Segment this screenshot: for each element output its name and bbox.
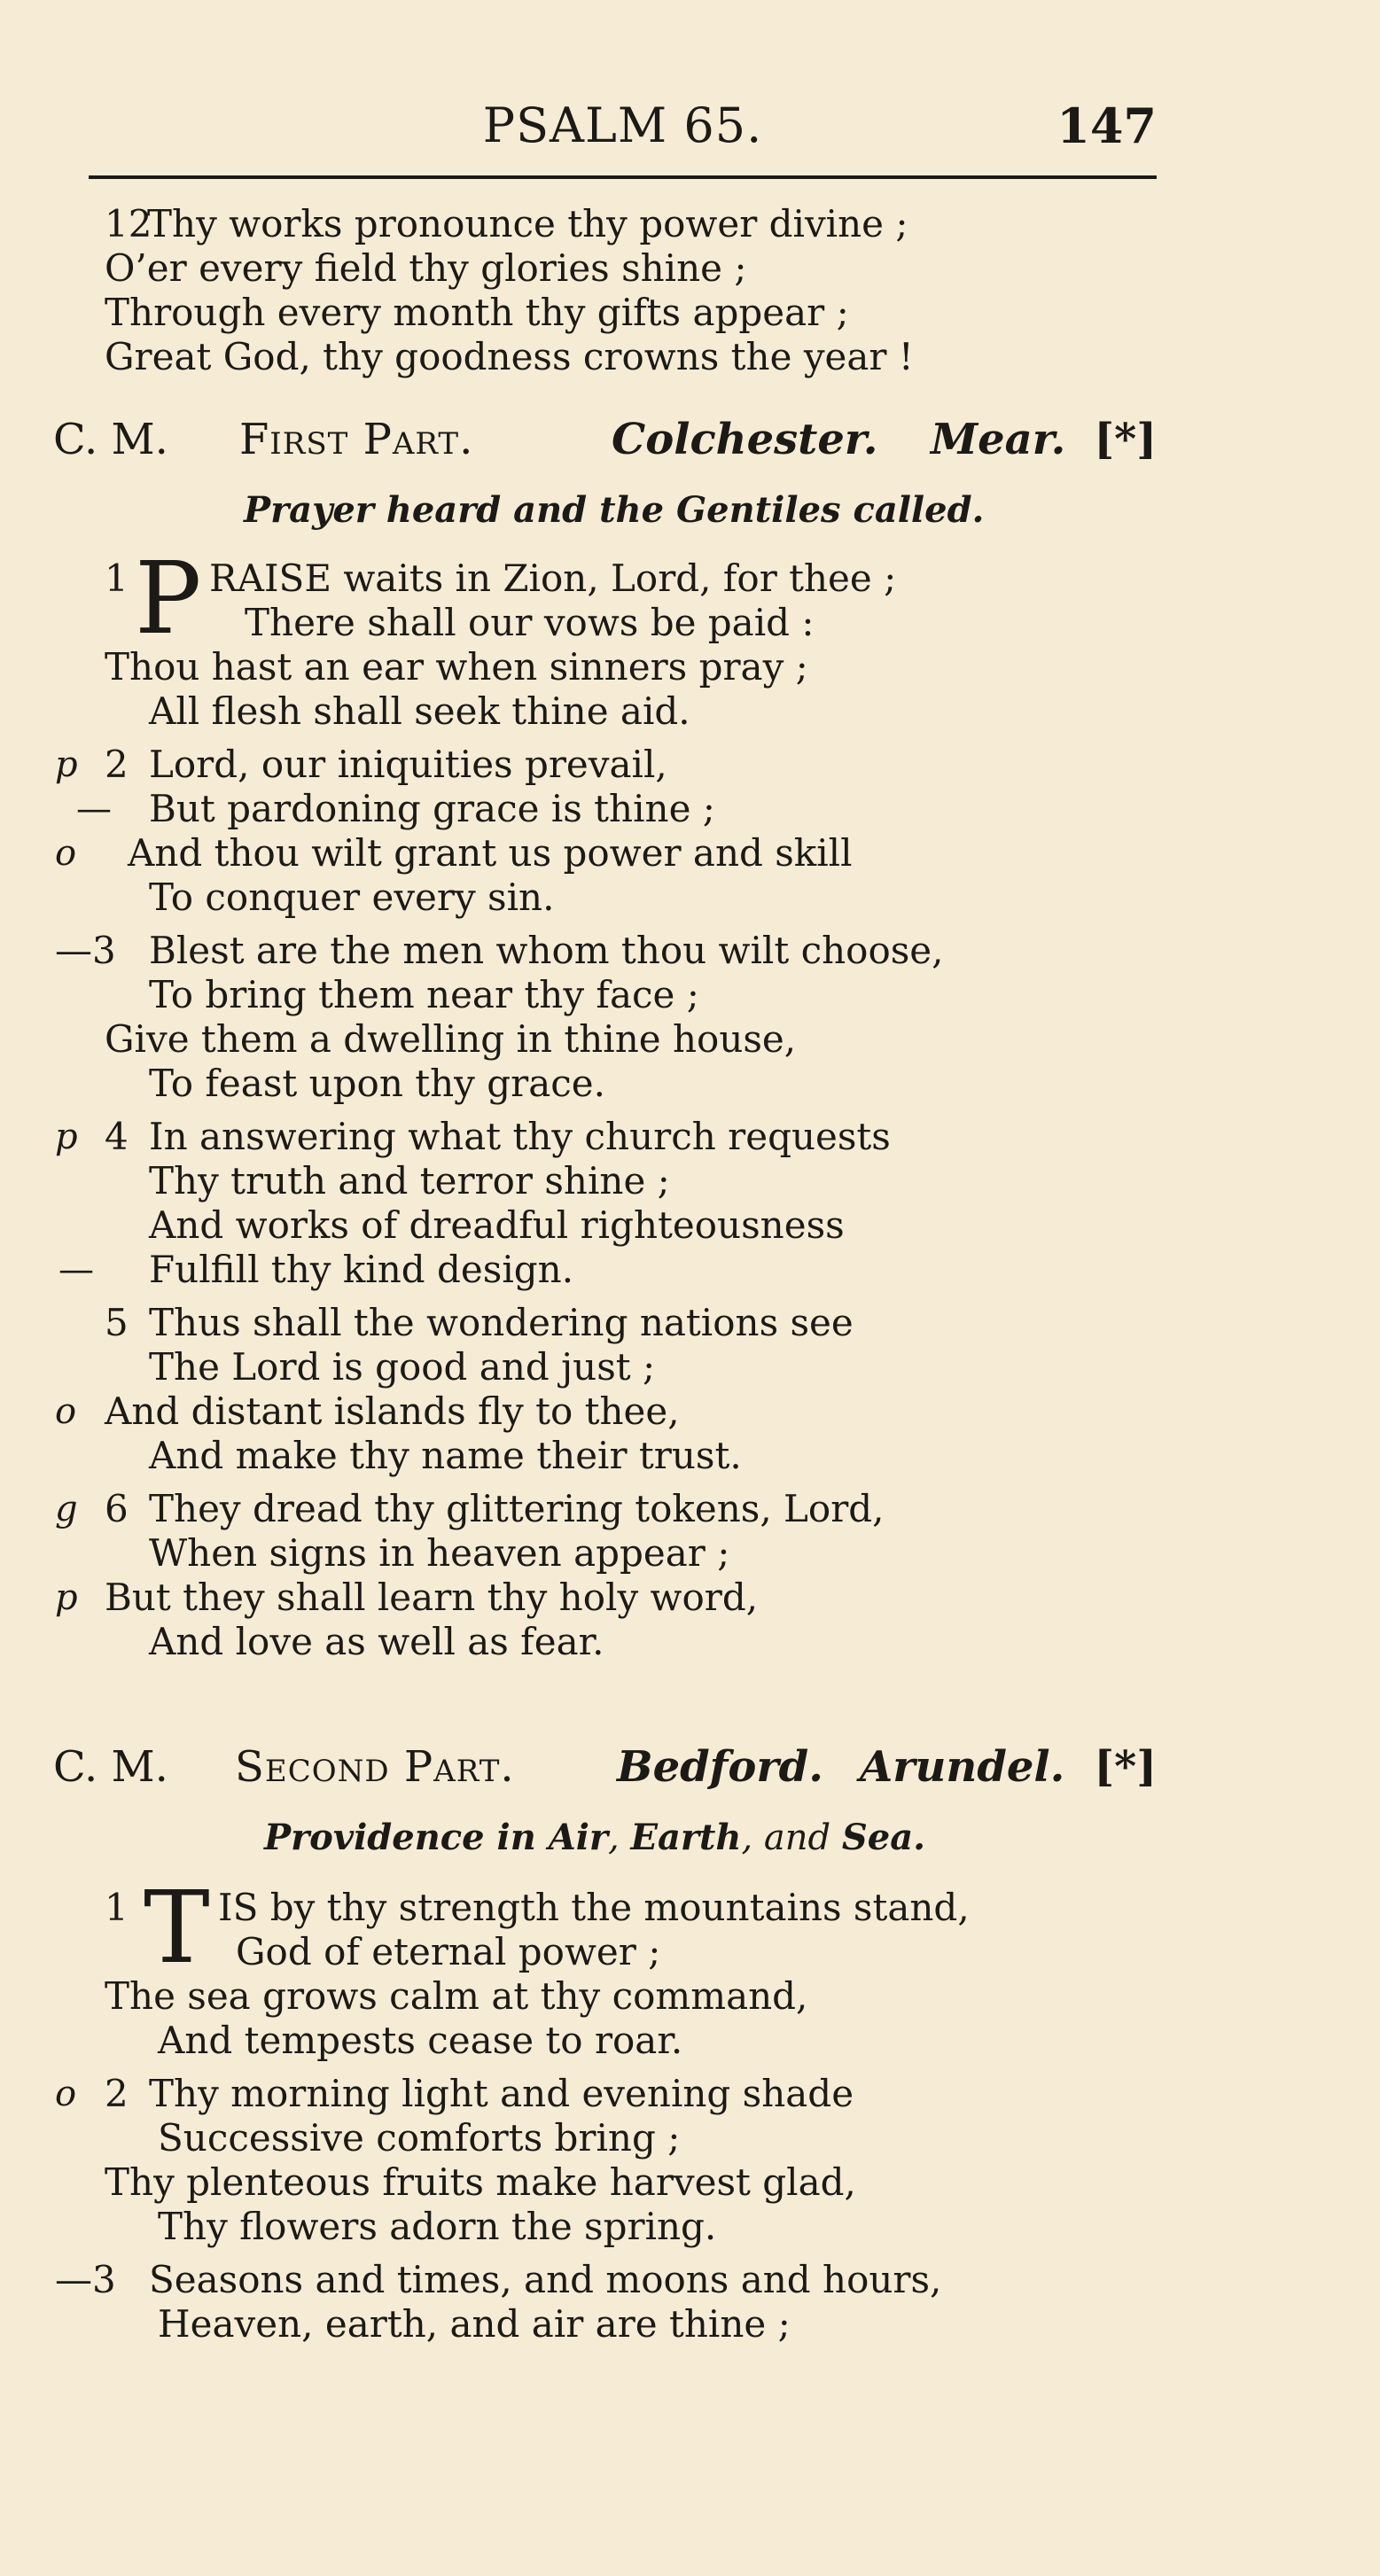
verse-line: Thy morning light and evening shade — [149, 2072, 854, 2115]
verse-line: And make thy name their trust. — [149, 1434, 742, 1477]
verse-line: IS by thy strength the mountains stand, — [218, 1886, 970, 1929]
verse-line: There shall our vows be paid : — [245, 601, 815, 644]
dynamic-mark: p — [55, 744, 78, 785]
verse-line: And works of dreadful righteousness — [149, 1203, 845, 1247]
verse-line: To conquer every sin. — [149, 876, 555, 919]
verse-line: Heaven, earth, and air are thine ; — [158, 2302, 791, 2346]
verse-line: Thou hast an ear when sinners pray ; — [105, 645, 808, 689]
drop-cap: T — [144, 1871, 210, 1986]
part-label: First Part. — [239, 415, 474, 464]
tune-name: Mear. — [931, 415, 1066, 464]
verse-line: In answering what thy church requests — [149, 1115, 891, 1158]
dynamic-mark: — — [76, 789, 112, 829]
tune-name: Bedford. — [617, 1742, 823, 1792]
verse-line: RAISE waits in Zion, Lord, for thee ; — [209, 556, 897, 600]
dynamic-mark: — — [58, 1249, 94, 1290]
verse-line: Through every month thy gifts appear ; — [105, 291, 849, 334]
verse-line: Thy truth and terror shine ; — [149, 1159, 670, 1202]
dynamic-mark: p — [55, 1117, 78, 1157]
part-label: Second Part. — [235, 1742, 515, 1792]
verse-line: The sea grows calm at thy command, — [105, 1974, 808, 2018]
dynamic-mark: o — [55, 833, 77, 874]
tune-name: Arundel. — [860, 1742, 1065, 1792]
section-heading-part2 — [53, 1742, 1157, 1804]
verse-line: Lord, our iniquities prevail, — [149, 743, 667, 786]
stanza-number: 1 — [105, 1886, 129, 1929]
stanza-number: 6 — [105, 1487, 129, 1530]
drop-cap: P — [135, 541, 202, 657]
stanza-number: 2 — [105, 743, 129, 786]
verse-line: O’er every field thy glories shine ; — [105, 246, 747, 290]
tune-name: Colchester. — [612, 415, 878, 464]
page-title: PSALM 65. — [482, 97, 763, 153]
verse-line: Give them a dwelling in thine house, — [105, 1017, 797, 1061]
stanza-number: 12 — [105, 202, 152, 245]
verse-line: And tempests cease to roar. — [158, 2019, 683, 2062]
stanza-number: 4 — [105, 1115, 129, 1158]
section-heading-part1 — [53, 415, 1157, 477]
verse-line: But pardoning grace is thine ; — [149, 787, 715, 830]
verse-line: But they shall learn thy holy word, — [105, 1576, 759, 1619]
verse-line: Thy flowers adorn the spring. — [158, 2205, 717, 2248]
verse-line: The Lord is good and just ; — [149, 1345, 656, 1389]
stanza-number: —3 — [55, 2258, 116, 2301]
section-subtitle: Prayer heard and the Gentiles called. — [244, 489, 985, 531]
stanza-number: 5 — [105, 1301, 129, 1344]
verse-line: To bring them near thy face ; — [149, 973, 699, 1016]
verse-line: God of eternal power ; — [236, 1930, 661, 1973]
verse-line: And thou wilt grant us power and skill — [128, 831, 853, 875]
verse-line: Successive comforts bring ; — [158, 2116, 681, 2160]
verse-line: They dread thy glittering tokens, Lord, — [149, 1487, 885, 1530]
stanza-number: —3 — [55, 929, 116, 972]
verse-line: Thy plenteous fruits make harvest glad, — [105, 2160, 856, 2204]
stanza-number: 2 — [105, 2072, 129, 2115]
verse-line: All flesh shall seek thine aid. — [149, 689, 690, 733]
page-header — [89, 97, 1157, 160]
verse-line: Fulfill thy kind design. — [149, 1248, 574, 1291]
stanza-number: 1 — [105, 556, 129, 600]
header-rule — [89, 175, 1157, 179]
page-number: 147 — [1056, 97, 1157, 154]
verse-line: And distant islands fly to thee, — [105, 1389, 680, 1433]
dynamic-mark: g — [55, 1489, 78, 1529]
verse-line: Thy works pronounce thy power divine ; — [147, 202, 908, 245]
star-mark: [*] — [1094, 1742, 1157, 1792]
meter-label: C. M. — [53, 1742, 168, 1792]
dynamic-mark: o — [55, 1391, 77, 1432]
verse-line: Seasons and times, and moons and hours, — [149, 2258, 942, 2301]
verse-line: Great God, thy goodness crowns the year ! — [105, 335, 914, 378]
meter-label: C. M. — [53, 415, 168, 464]
verse-line: To feast upon thy grace. — [149, 1062, 605, 1105]
verse-line: Thus shall the wondering nations see — [149, 1301, 854, 1344]
star-mark: [*] — [1094, 415, 1157, 464]
dynamic-mark: p — [55, 1577, 78, 1618]
dynamic-mark: o — [55, 2074, 77, 2114]
verse-line: And love as well as fear. — [149, 1620, 604, 1663]
verse-line: Blest are the men whom thou wilt choose, — [149, 929, 944, 972]
section-subtitle: Providence in Air, Earth, and Sea. — [264, 1817, 926, 1858]
verse-line: When signs in heaven appear ; — [149, 1531, 730, 1575]
